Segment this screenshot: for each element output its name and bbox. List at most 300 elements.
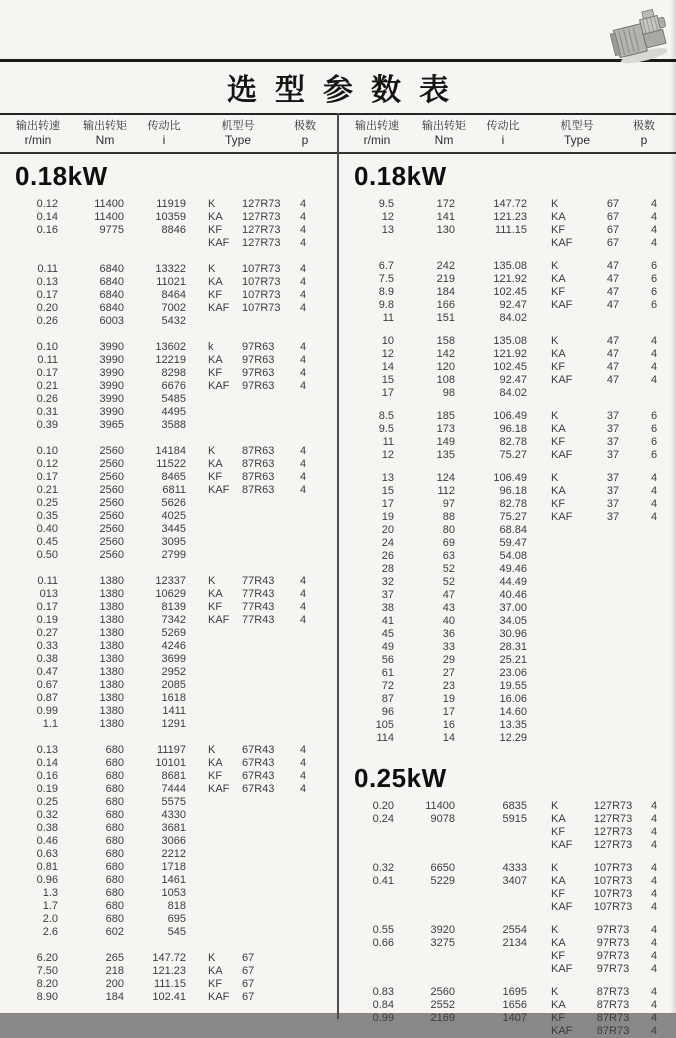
- table-row: [339, 839, 676, 852]
- column-spacer: [527, 901, 549, 914]
- output-torque-cell: 11400: [94, 198, 124, 210]
- column-spacer: [186, 692, 206, 705]
- column-spacer: [186, 406, 206, 419]
- poles-cell: [284, 523, 322, 536]
- header-label: 输出转矩: [422, 120, 466, 132]
- column-spacer: [186, 887, 206, 900]
- model-size-cell: [589, 732, 637, 745]
- model-prefix-cell: KA: [551, 348, 566, 360]
- output-torque-cell: 1380: [99, 653, 124, 665]
- table-row: [0, 900, 337, 913]
- output-speed-cell: 14: [381, 361, 394, 373]
- output-speed-cell: 37: [381, 589, 394, 601]
- ratio-cell: [455, 1025, 527, 1038]
- ratio-cell: 695: [167, 913, 186, 925]
- model-size-cell: [242, 692, 284, 705]
- ratio-cell: 111.15: [494, 224, 527, 236]
- table-row: [339, 888, 676, 901]
- model-prefix-cell: [206, 822, 242, 835]
- output-torque-cell: 2560: [99, 510, 124, 522]
- model-prefix-cell: KAF: [551, 374, 573, 386]
- output-speed-cell: 0.19: [36, 783, 58, 795]
- output-speed-cell: [339, 839, 394, 852]
- model-prefix-cell: [206, 887, 242, 900]
- poles-cell: 4: [650, 237, 658, 249]
- ratio-cell: 135.08: [493, 260, 527, 272]
- column-spacer: [527, 260, 549, 273]
- ratio-cell: 34.05: [499, 615, 527, 627]
- model-prefix-cell: [206, 393, 242, 406]
- column-spacer: [527, 550, 549, 563]
- ratio-cell: 23.06: [499, 667, 527, 679]
- column-spacer: [527, 524, 549, 537]
- model-prefix-cell: K: [208, 445, 216, 457]
- ratio-cell: 121.23: [152, 965, 186, 977]
- table-row: [339, 589, 676, 602]
- poles-cell: 4: [650, 472, 658, 484]
- poles-cell: [637, 706, 671, 719]
- model-prefix-cell: K: [551, 924, 559, 936]
- model-size-cell: 67: [242, 952, 255, 964]
- table-row: [339, 800, 676, 813]
- power-rating-heading: 0.25kW: [354, 763, 447, 793]
- ratio-cell: 8298: [161, 367, 186, 379]
- ratio-cell: 40.46: [499, 589, 527, 601]
- model-size-cell: 67: [606, 211, 620, 223]
- model-size-cell: [589, 602, 637, 615]
- poles-cell: 4: [299, 380, 307, 392]
- table-row: [0, 536, 337, 549]
- model-size-cell: 67R43: [242, 770, 275, 782]
- column-spacer: [527, 999, 549, 1012]
- model-size-cell: 107R73: [593, 888, 633, 900]
- poles-cell: 4: [650, 498, 658, 510]
- poles-cell: [284, 692, 322, 705]
- model-size-cell: 97R73: [596, 937, 630, 949]
- model-prefix-cell: KA: [208, 211, 223, 223]
- table-row: [0, 627, 337, 640]
- column-spacer: [527, 862, 549, 875]
- model-size-cell: [589, 667, 637, 680]
- table-row: [339, 511, 676, 524]
- output-torque-cell: 6650: [430, 862, 455, 874]
- output-torque-cell: 172: [436, 198, 455, 210]
- column-spacer: [186, 705, 206, 718]
- model-size-cell: 37: [606, 436, 620, 448]
- model-prefix-cell: [549, 615, 589, 628]
- ratio-cell: 1411: [162, 705, 186, 717]
- model-prefix-cell: [206, 419, 242, 432]
- output-torque-cell: 1380: [99, 601, 124, 613]
- column-spacer: [186, 458, 206, 471]
- output-torque-cell: 680: [105, 744, 124, 756]
- output-torque-cell: 9078: [430, 813, 455, 825]
- model-prefix-cell: [549, 524, 589, 537]
- ratio-cell: 44.49: [499, 576, 527, 588]
- table-row: [339, 999, 676, 1012]
- model-size-cell: [589, 537, 637, 550]
- model-size-cell: 107R73: [242, 263, 281, 275]
- table-row: [0, 679, 337, 692]
- model-prefix-cell: [549, 312, 589, 325]
- column-spacer: [527, 299, 549, 312]
- output-torque-cell: 185: [436, 410, 455, 422]
- model-prefix-cell: KAF: [208, 484, 230, 496]
- column-spacer: [186, 211, 206, 224]
- poles-cell: [637, 732, 671, 745]
- model-size-cell: [242, 419, 284, 432]
- column-spacer: [186, 549, 206, 562]
- table-row: [339, 550, 676, 563]
- model-prefix-cell: KF: [551, 436, 566, 448]
- ratio-cell: 2554: [502, 924, 527, 936]
- output-torque-cell: 69: [442, 537, 455, 549]
- output-speed-cell: 19: [381, 511, 394, 523]
- column-spacer: [527, 924, 549, 937]
- model-size-cell: 87R73: [596, 1025, 630, 1037]
- output-torque-cell: 6840: [99, 276, 124, 288]
- model-prefix-cell: [206, 718, 242, 731]
- column-spacer: [186, 367, 206, 380]
- model-size-cell: [242, 887, 284, 900]
- poles-cell: [284, 705, 322, 718]
- model-size-cell: [242, 705, 284, 718]
- column-spacer: [527, 387, 549, 400]
- model-size-cell: 37: [606, 410, 620, 422]
- page-title: 选型参数表: [227, 74, 467, 107]
- poles-cell: 4: [299, 289, 307, 301]
- model-prefix-cell: KA: [208, 458, 223, 470]
- model-size-cell: 107R73: [242, 302, 281, 314]
- output-speed-cell: 0.32: [372, 862, 394, 874]
- header-label: 传动比: [147, 120, 181, 132]
- model-size-cell: [242, 718, 284, 731]
- output-speed-cell: 0.84: [372, 999, 394, 1011]
- column-spacer: [527, 198, 549, 211]
- ratio-cell: 102.45: [493, 361, 527, 373]
- output-torque-cell: 2552: [430, 999, 455, 1011]
- poles-cell: [284, 510, 322, 523]
- model-size-cell: [242, 926, 284, 939]
- output-torque-cell: 173: [436, 423, 455, 435]
- poles-cell: [637, 524, 671, 537]
- model-size-cell: 97R73: [596, 924, 630, 936]
- poles-cell: 4: [650, 901, 658, 913]
- output-speed-cell: 0.17: [36, 601, 58, 613]
- poles-cell: 4: [650, 963, 658, 975]
- column-spacer: [527, 485, 549, 498]
- column-spacer: [186, 263, 206, 276]
- output-torque-cell: 680: [105, 796, 124, 808]
- output-speed-cell: 7.50: [36, 965, 58, 977]
- table-row: [0, 770, 337, 783]
- model-prefix-cell: KA: [551, 999, 566, 1011]
- row-group: [339, 924, 676, 976]
- ratio-cell: 2212: [161, 848, 186, 860]
- model-size-cell: 97R63: [242, 354, 275, 366]
- poles-cell: 4: [650, 800, 658, 812]
- output-speed-cell: [339, 1025, 394, 1038]
- poles-cell: [637, 654, 671, 667]
- table-row: [339, 732, 676, 745]
- ratio-cell: 6835: [502, 800, 527, 812]
- output-speed-cell: 8.90: [36, 991, 58, 1003]
- column-spacer: [527, 335, 549, 348]
- row-group: [339, 198, 676, 250]
- output-speed-cell: 24: [381, 537, 394, 549]
- output-torque-cell: 1380: [99, 588, 124, 600]
- column-spacer: [527, 963, 549, 976]
- model-size-cell: 97R63: [242, 341, 275, 353]
- poles-cell: 4: [299, 224, 307, 236]
- output-speed-cell: 17: [381, 387, 394, 399]
- poles-cell: 4: [650, 211, 658, 223]
- output-torque-cell: 27: [442, 667, 455, 679]
- model-prefix-cell: K: [551, 198, 559, 210]
- model-prefix-cell: [206, 705, 242, 718]
- table-row: [339, 937, 676, 950]
- table-row: [339, 374, 676, 387]
- table-row: [0, 861, 337, 874]
- model-size-cell: [589, 719, 637, 732]
- output-torque-cell: [394, 237, 455, 250]
- model-size-cell: 47: [606, 335, 620, 347]
- model-size-cell: [589, 615, 637, 628]
- model-size-cell: [589, 563, 637, 576]
- column-spacer: [527, 537, 549, 550]
- ratio-cell: 102.45: [493, 286, 527, 298]
- ratio-cell: 4246: [161, 640, 186, 652]
- ratio-cell: 11522: [156, 458, 186, 470]
- table-row: [0, 874, 337, 887]
- ratio-cell: 2085: [161, 679, 186, 691]
- output-speed-cell: 0.26: [36, 315, 58, 327]
- model-size-cell: 127R73: [242, 198, 281, 210]
- output-torque-cell: 680: [105, 887, 124, 899]
- model-prefix-cell: KAF: [208, 237, 230, 249]
- output-torque-cell: 2560: [99, 445, 124, 457]
- ratio-cell: 11919: [156, 198, 186, 210]
- output-speed-cell: 7.5: [378, 273, 394, 285]
- model-size-cell: 87R63: [242, 458, 275, 470]
- poles-cell: 6: [650, 260, 658, 272]
- column-spacer: [186, 445, 206, 458]
- ratio-cell: 12.29: [499, 732, 527, 744]
- output-speed-cell: 0.99: [36, 705, 58, 717]
- table-row: [339, 667, 676, 680]
- poles-cell: 4: [299, 367, 307, 379]
- column-spacer: [186, 302, 206, 315]
- left-table-panel: [0, 113, 339, 1019]
- model-size-cell: [242, 315, 284, 328]
- table-row: [0, 458, 337, 471]
- output-speed-cell: 11: [382, 312, 394, 324]
- output-speed-cell: 0.12: [36, 198, 58, 210]
- column-spacer: [527, 498, 549, 511]
- row-group: [339, 862, 676, 914]
- model-prefix-cell: KAF: [208, 380, 230, 392]
- column-spacer: [186, 770, 206, 783]
- column-spacer: [527, 800, 549, 813]
- model-prefix-cell: [549, 563, 589, 576]
- poles-cell: 4: [650, 224, 658, 236]
- ratio-cell: 106.49: [493, 410, 527, 422]
- column-spacer: [527, 589, 549, 602]
- model-prefix-cell: K: [551, 260, 559, 272]
- table-row: [339, 472, 676, 485]
- output-torque-cell: 2169: [430, 1012, 455, 1024]
- row-group: [339, 986, 676, 1038]
- model-size-cell: [589, 693, 637, 706]
- output-torque-cell: 2560: [99, 458, 124, 470]
- column-spacer: [527, 615, 549, 628]
- header-unit: Type: [563, 133, 590, 147]
- output-torque-cell: 36: [442, 628, 455, 640]
- table-header: [339, 113, 676, 154]
- power-rating-heading: 0.18kW: [15, 161, 108, 191]
- table-row: [339, 299, 676, 312]
- output-speed-cell: 0.87: [36, 692, 58, 704]
- ratio-cell: [124, 237, 186, 250]
- output-torque-cell: 40: [442, 615, 455, 627]
- model-size-cell: 47: [606, 286, 620, 298]
- table-row: [339, 576, 676, 589]
- poles-cell: 4: [299, 783, 307, 795]
- model-size-cell: 37: [606, 449, 620, 461]
- poles-cell: 4: [299, 575, 307, 587]
- model-size-cell: 67: [606, 237, 620, 249]
- column-spacer: [527, 732, 549, 745]
- column-spacer: [186, 237, 206, 250]
- row-group: [339, 410, 676, 462]
- model-size-cell: [242, 393, 284, 406]
- output-torque-cell: 19: [442, 693, 455, 705]
- output-torque-cell: 602: [105, 926, 124, 938]
- ratio-cell: 11021: [156, 276, 186, 288]
- column-spacer: [527, 950, 549, 963]
- model-size-cell: 37: [606, 485, 620, 497]
- ratio-cell: 5575: [161, 796, 186, 808]
- output-torque-cell: 1380: [99, 679, 124, 691]
- output-torque-cell: 242: [436, 260, 455, 272]
- column-spacer: [527, 423, 549, 436]
- model-size-cell: 77R43: [242, 588, 275, 600]
- output-speed-cell: 49: [381, 641, 394, 653]
- table-row: [339, 260, 676, 273]
- column-spacer: [186, 276, 206, 289]
- poles-cell: [637, 550, 671, 563]
- header-column: [76, 119, 134, 147]
- table-row: [339, 986, 676, 999]
- header-label: 传动比: [486, 120, 520, 132]
- poles-cell: 4: [299, 588, 307, 600]
- ratio-cell: 2952: [161, 666, 186, 678]
- output-speed-cell: 0.41: [372, 875, 394, 887]
- model-size-cell: 97R63: [242, 367, 275, 379]
- ratio-cell: 96.18: [499, 485, 527, 497]
- table-row: [0, 848, 337, 861]
- output-speed-cell: 0.33: [36, 640, 58, 652]
- model-prefix-cell: KF: [208, 367, 223, 379]
- model-prefix-cell: [549, 387, 589, 400]
- model-prefix-cell: KA: [551, 813, 566, 825]
- output-speed-cell: 0.47: [36, 666, 58, 678]
- model-prefix-cell: K: [208, 744, 216, 756]
- output-speed-cell: 1.7: [42, 900, 58, 912]
- output-speed-cell: [339, 901, 394, 914]
- ratio-cell: 5626: [161, 497, 186, 509]
- ratio-cell: 1407: [502, 1012, 527, 1024]
- output-torque-cell: 158: [436, 335, 455, 347]
- table-row: [339, 615, 676, 628]
- column-spacer: [527, 576, 549, 589]
- output-torque-cell: 1380: [99, 575, 124, 587]
- output-speed-cell: 0.32: [36, 809, 58, 821]
- output-speed-cell: 0.39: [36, 419, 58, 431]
- table-row: [339, 654, 676, 667]
- output-speed-cell: 0.26: [36, 393, 58, 405]
- poles-cell: 6: [650, 449, 658, 461]
- poles-cell: [637, 667, 671, 680]
- output-speed-cell: 13: [381, 472, 394, 484]
- ratio-cell: 121.92: [493, 273, 527, 285]
- output-speed-cell: 0.31: [36, 406, 58, 418]
- output-torque-cell: 29: [442, 654, 455, 666]
- output-torque-cell: 3990: [99, 406, 124, 418]
- table-row: [0, 926, 337, 939]
- output-torque-cell: 680: [105, 861, 124, 873]
- output-torque-cell: 97: [442, 498, 455, 510]
- table-row: [339, 449, 676, 462]
- table-row: [0, 588, 337, 601]
- output-speed-cell: 0.11: [37, 354, 58, 366]
- ratio-cell: 2799: [161, 549, 186, 561]
- output-speed-cell: 26: [381, 550, 394, 562]
- ratio-cell: 7444: [161, 783, 186, 795]
- model-size-cell: 67R43: [242, 783, 275, 795]
- model-size-cell: [589, 550, 637, 563]
- model-prefix-cell: [549, 589, 589, 602]
- model-size-cell: 87R73: [596, 1012, 630, 1024]
- table-row: [339, 862, 676, 875]
- table-row: [339, 498, 676, 511]
- row-group: [0, 341, 337, 432]
- output-speed-cell: 114: [376, 732, 394, 744]
- output-speed-cell: 0.10: [36, 341, 58, 353]
- model-prefix-cell: KAF: [551, 901, 573, 913]
- ratio-cell: 6676: [161, 380, 186, 392]
- ratio-cell: 8846: [161, 224, 186, 236]
- output-torque-cell: 680: [105, 874, 124, 886]
- model-size-cell: [589, 628, 637, 641]
- model-prefix-cell: KF: [551, 1012, 566, 1024]
- poles-cell: [637, 537, 671, 550]
- output-speed-cell: 0.17: [36, 471, 58, 483]
- column-spacer: [186, 874, 206, 887]
- poles-cell: 4: [650, 348, 658, 360]
- output-speed-cell: 10: [381, 335, 394, 347]
- table-row: [339, 1025, 676, 1038]
- table-row: [0, 484, 337, 497]
- ratio-cell: 59.47: [499, 537, 527, 549]
- model-prefix-cell: [206, 913, 242, 926]
- ratio-cell: 3699: [161, 653, 186, 665]
- output-torque-cell: 680: [105, 848, 124, 860]
- output-speed-cell: 0.17: [36, 289, 58, 301]
- output-speed-cell: [339, 963, 394, 976]
- output-torque-cell: 2560: [99, 523, 124, 535]
- output-speed-cell: 0.14: [36, 757, 58, 769]
